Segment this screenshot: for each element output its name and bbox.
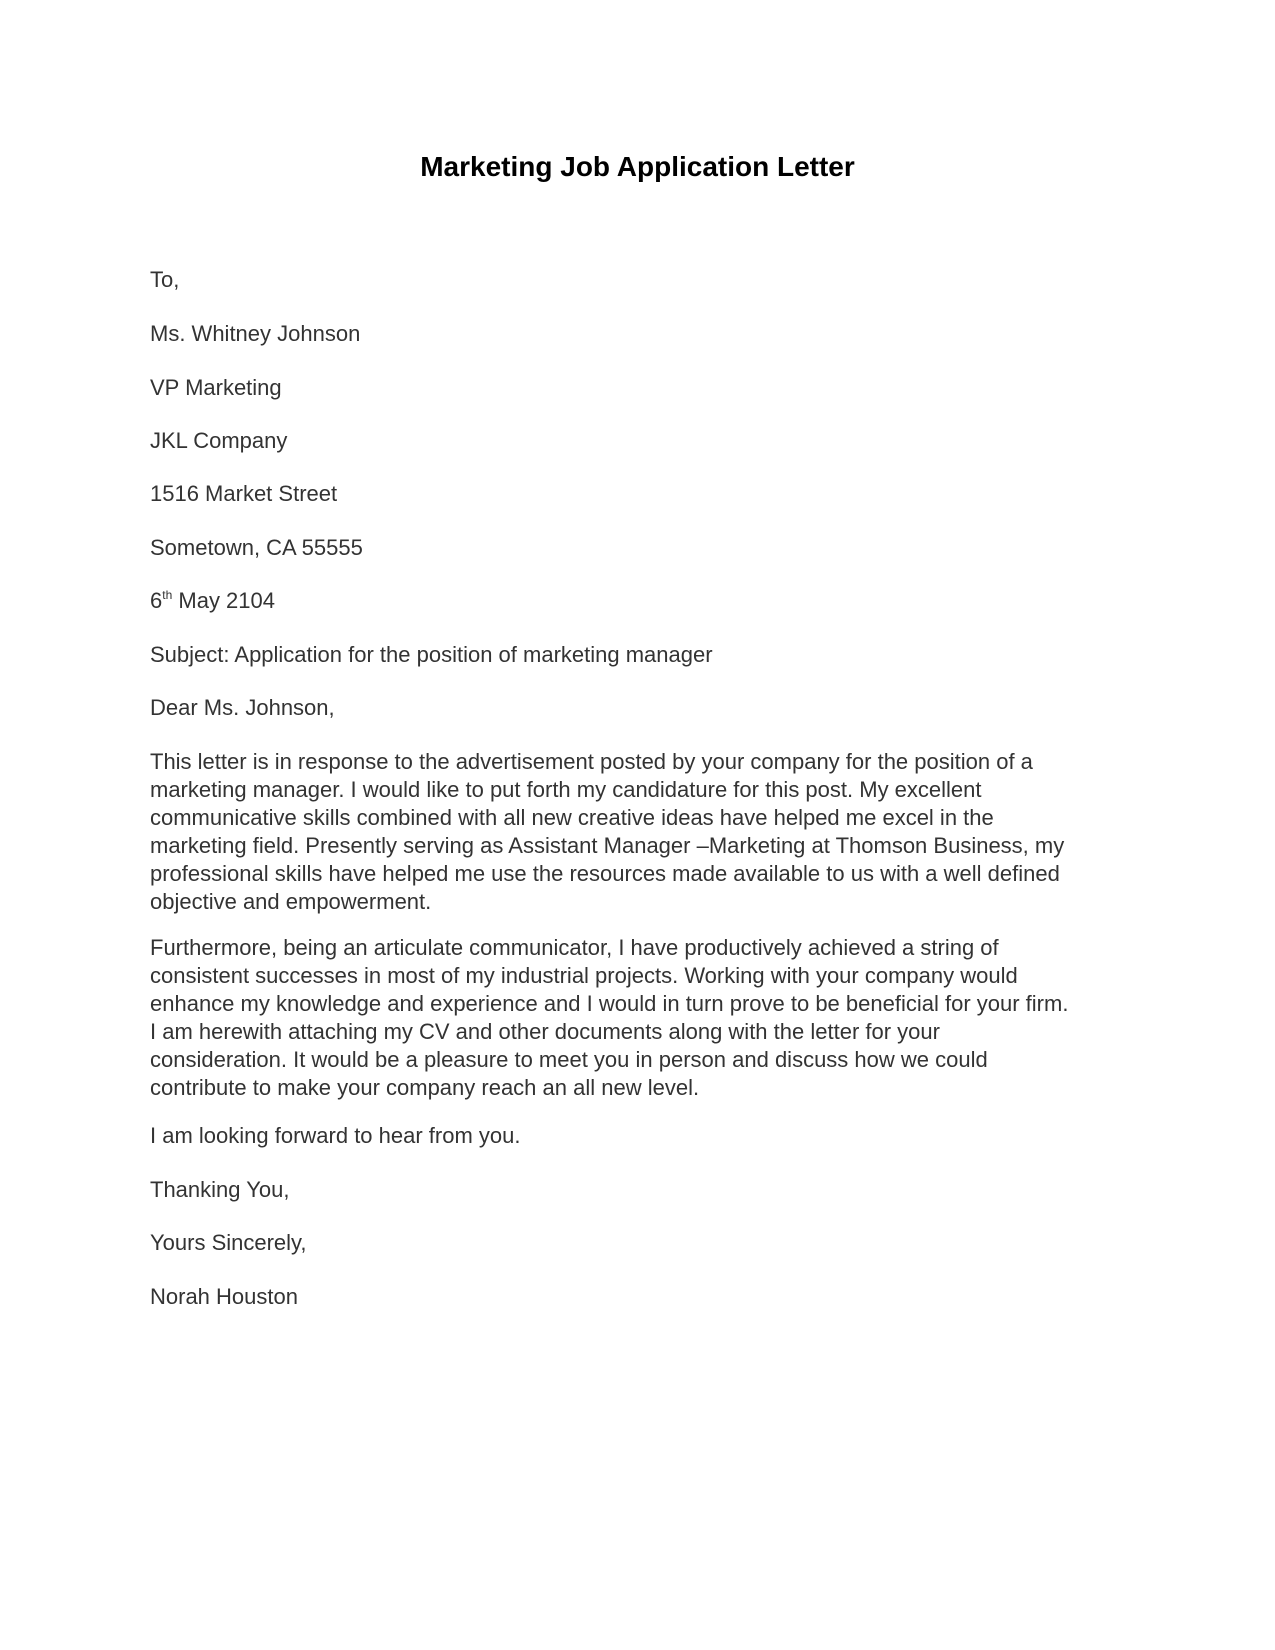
recipient-name: Ms. Whitney Johnson <box>150 321 361 346</box>
paragraph-line: marketing manager. I would like to put forth my candidature for this post. My excellent <box>150 777 982 802</box>
date-month-year: May 2104 <box>172 588 275 613</box>
page-title: Marketing Job Application Letter <box>420 151 855 182</box>
date-suffix: th <box>162 588 173 602</box>
date-day: 6 <box>150 588 163 613</box>
paragraph-line: This letter is in response to the advertisement posted by your company for the position of a <box>150 749 1033 774</box>
paragraph-line: communicative skills combined with all new creative ideas have helped me excel in the <box>150 805 994 830</box>
paragraph-line: contribute to make your company reach an all new level. <box>150 1075 700 1100</box>
paragraph-line: enhance my knowledge and experience and I would in turn prove to be beneficial for your firm. <box>150 991 1069 1016</box>
addressee-intro: To, <box>150 267 180 292</box>
paragraph-line: consideration. It would be a pleasure to meet you in person and discuss how we could <box>150 1047 988 1072</box>
body-paragraph-1 <box>150 748 1135 916</box>
recipient-street: 1516 Market Street <box>150 481 338 506</box>
paragraph-line: objective and empowerment. <box>150 889 432 914</box>
closing-line: I am looking forward to hear from you. <box>150 1123 521 1148</box>
paragraph-line: professional skills have helped me use the resources made available to us with a well defined <box>150 861 1060 886</box>
recipient-company: JKL Company <box>150 428 288 453</box>
sign-off: Yours Sincerely, <box>150 1230 307 1255</box>
salutation: Dear Ms. Johnson, <box>150 695 335 720</box>
paragraph-line: I am herewith attaching my CV and other documents along with the letter for your <box>150 1019 940 1044</box>
signature-name: Norah Houston <box>150 1284 298 1309</box>
subject-line: Subject: Application for the position of marketing manager <box>150 642 713 667</box>
paragraph-line: consistent successes in most of my industrial projects. Working with your company would <box>150 963 1018 988</box>
recipient-city: Sometown, CA 55555 <box>150 535 363 560</box>
letter-date <box>150 587 275 615</box>
body-paragraph-2 <box>150 934 1135 1102</box>
paragraph-line: marketing field. Presently serving as Assistant Manager –Marketing at Thomson Business, my <box>150 833 1065 858</box>
thanks-line: Thanking You, <box>150 1177 290 1202</box>
recipient-title: VP Marketing <box>150 375 282 400</box>
paragraph-line: Furthermore, being an articulate communicator, I have productively achieved a string of <box>150 935 999 960</box>
